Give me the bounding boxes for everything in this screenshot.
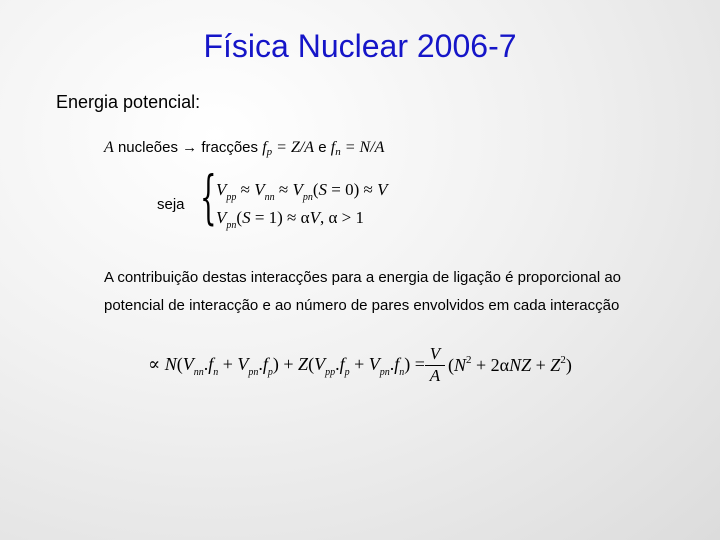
left-brace: { bbox=[200, 163, 217, 231]
section-heading: Energia potencial: bbox=[56, 92, 201, 112]
conj-e: e bbox=[314, 139, 331, 156]
sub-p: p bbox=[266, 146, 273, 158]
seja-label: seja bbox=[157, 196, 185, 213]
fractions-text: nucleões → fracções bbox=[113, 139, 263, 156]
system-row-1: $V_{pp} \approx V_{nn} \approx V_{pn}(S = 0) \approx V$ bbox=[216, 180, 388, 203]
nucleon-fractions-line bbox=[104, 139, 384, 158]
formula-rhs: $(N^2 + 2\alpha NZ + Z^2)$ bbox=[448, 354, 572, 375]
eq-fp: = Z/A bbox=[272, 139, 315, 156]
var-fn: f bbox=[330, 139, 336, 156]
formula-lhs: ∝ $N(V_{nn}.f_n + V_{pn}.f_p) + Z(V_{pp}.f_p + V_{pn}.f_n)$ = bbox=[148, 354, 425, 378]
eq-fn: = N/A bbox=[340, 139, 385, 156]
slide-title: Física Nuclear 2006-7 bbox=[203, 28, 517, 64]
sub-n: n bbox=[335, 146, 341, 158]
var-a: A bbox=[104, 139, 114, 156]
system-row-2: $V_{pn}(S = 1) \approx \alpha V$, α > 1 bbox=[216, 208, 364, 231]
explanation-paragraph: A contribuição destas interacções para a energia de ligação é proporcional ao potencial de interacção e ao número de pares envolvidos em cada interacção bbox=[104, 269, 622, 314]
var-fp: f bbox=[262, 139, 267, 156]
